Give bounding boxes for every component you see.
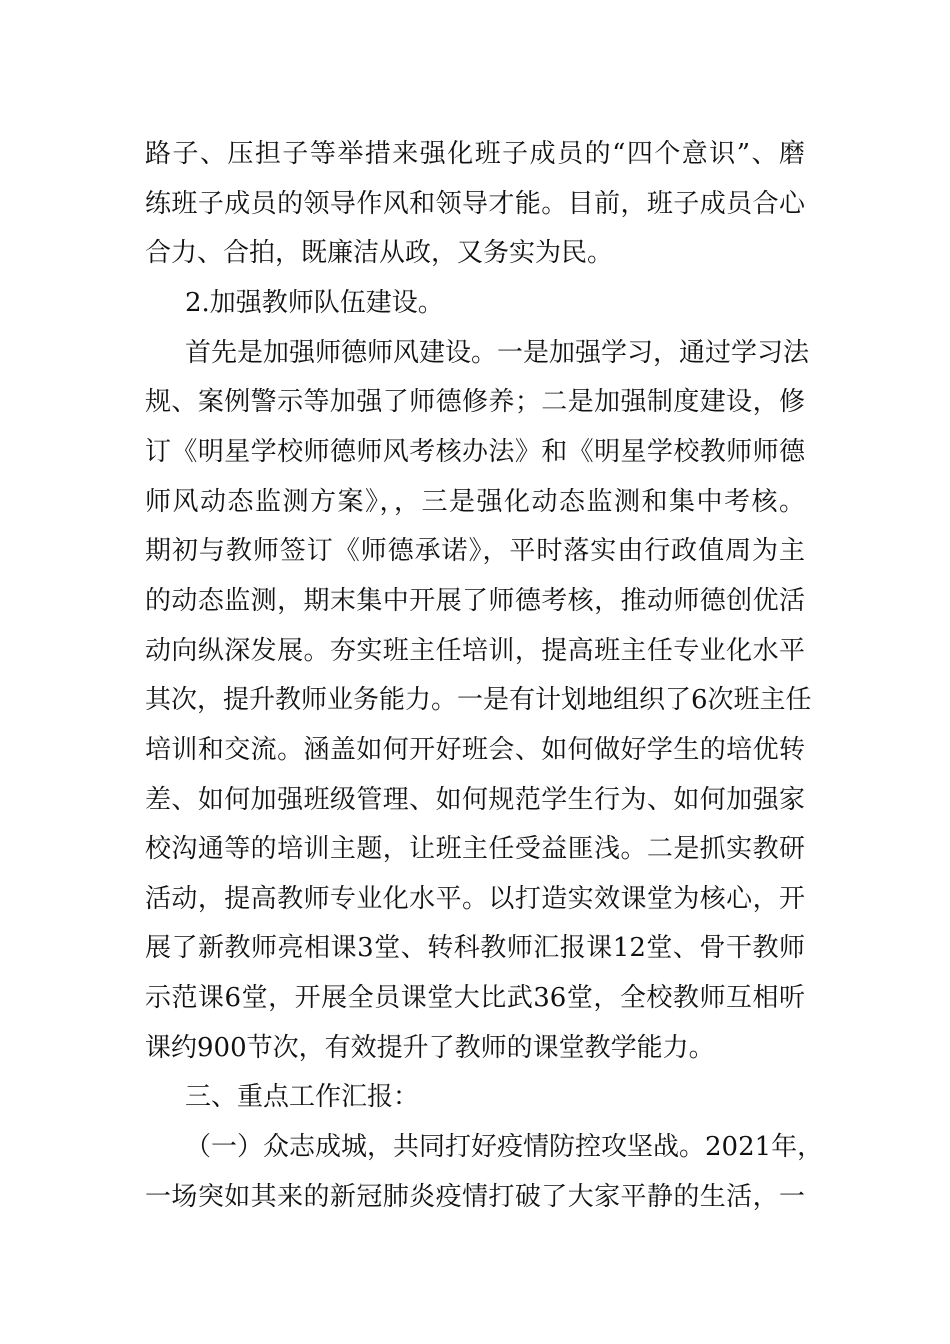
text-line: 规、案例警示等加强了师德修养；二是加强制度建设，修 [145,387,805,417]
text-line: 示范课6堂，开展全员课堂大比武36堂，全校教师互相听 [145,983,805,1013]
section-heading: 三、重点工作汇报： [185,1082,420,1112]
text-line: 校沟通等的培训主题，让班主任受益匪浅。二是抓实教研 [145,834,805,864]
section-heading: 2.加强教师队伍建设。 [185,288,444,318]
text-line: （一）众志成城，共同打好疫情防控攻坚战。2021年， [185,1132,824,1162]
text-line: 课约900节次，有效提升了教师的课堂教学能力。 [145,1033,715,1063]
text-line: 路子、压担子等举措来强化班子成员的“四个意识”、磨 [145,139,805,169]
text-line: 其次，提升教师业务能力。一是有计划地组织了6次班主任 [145,685,812,715]
text-line: 练班子成员的领导作风和领导才能。目前，班子成员合心 [145,189,805,219]
text-line: 动向纵深发展。夯实班主任培训，提高班主任专业化水平 [145,636,805,666]
text-line: 活动，提高教师专业化水平。以打造实效课堂为核心，开 [145,884,805,914]
text-line: 一场突如其来的新冠肺炎疫情打破了大家平静的生活，一 [145,1182,805,1212]
text-line: 合力、合拍，既廉洁从政，又务实为民。 [145,238,614,268]
text-line: 培训和交流。涵盖如何开好班会、如何做好学生的培优转 [145,735,805,765]
text-line: 师风动态监测方案》，，三是强化动态监测和集中考核。 [145,487,805,517]
text-line: 的动态监测，期末集中开展了师德考核，推动师德创优活 [145,586,805,616]
text-line: 订《明星学校师德师风考核办法》和《明星学校教师师德 [145,437,805,467]
text-line: 展了新教师亮相课3堂、转科教师汇报课12堂、骨干教师 [145,933,805,963]
text-line: 期初与教师签订《师德承诺》，平时落实由行政值周为主 [145,536,805,566]
text-line: 首先是加强师德师风建设。一是加强学习，通过学习法 [185,338,810,368]
text-line: 差、如何加强班级管理、如何规范学生行为、如何加强家 [145,785,805,815]
